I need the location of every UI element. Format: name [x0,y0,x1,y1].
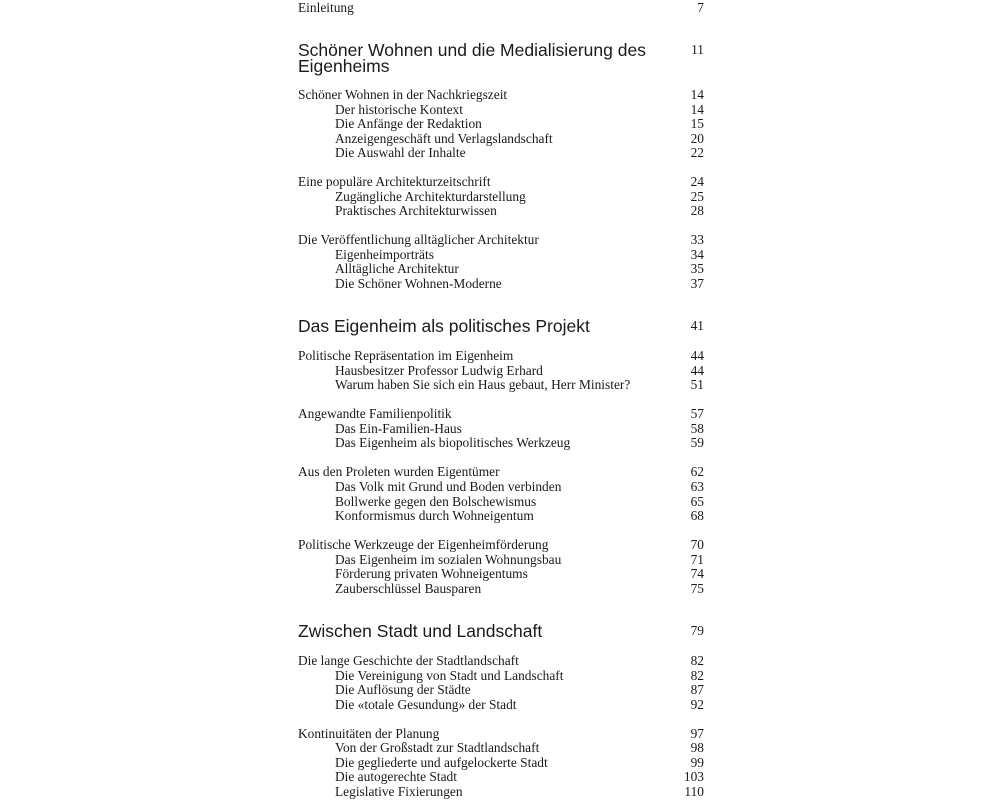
toc-subsection-page: 74 [690,566,704,581]
toc-section [298,653,704,669]
toc-subsection-title: Alltägliche Architektur [335,261,459,276]
toc-subsection [298,740,704,756]
toc-subsection-title: Die Auflösung der Städte [335,682,471,697]
toc-section-title: Die Veröffentlichung alltäglicher Architektur [298,232,539,247]
toc-subsection-title: Die gegliederte und aufgelockerte Stadt [335,755,548,770]
toc-subsection-page: 71 [690,552,704,567]
toc-subsection-title: Das Ein-Familien-Haus [335,421,462,436]
toc-chapter-title: Zwischen Stadt und Landschaft [298,621,543,641]
toc-section-title: Aus den Proleten wurden Eigentümer [298,464,500,479]
toc-chapter-heading [298,42,704,76]
toc-subsection-title: Hausbesitzer Professor Ludwig Erhard [335,363,543,378]
toc-subsection [298,261,704,277]
toc-section-page: 24 [690,174,704,189]
toc-subsection-page: 87 [690,682,704,697]
toc-subsection-page: 58 [690,421,704,436]
toc-subsection-page: 35 [690,261,704,276]
toc-section-title: Politische Werkzeuge der Eigenheimförderung [298,537,549,552]
toc-section [298,348,704,364]
toc-subsection-title: Warum haben Sie sich ein Haus gebaut, Herr Minister? [335,377,631,392]
toc-subsection-page: 110 [684,784,704,799]
toc-subsection-title: Bollwerke gegen den Bolschewismus [335,494,537,509]
toc-subsection [298,377,704,393]
toc-section-page: 57 [690,406,704,421]
toc-section-page: 97 [690,726,704,741]
toc-subsection-title: Zugängliche Architekturdarstellung [335,189,526,204]
toc-subsection-page: 65 [690,494,704,509]
toc-section [298,537,704,553]
toc-subsection-page: 37 [690,276,704,291]
toc-chapter-title: Schöner Wohnen und die Medialisierung des Eigenheims [298,40,646,76]
toc-subsection-title: Die autogerechte Stadt [335,769,457,784]
toc-subsection [298,116,704,132]
toc-subsection [298,581,704,597]
toc-section-title: Eine populäre Architekturzeitschrift [298,174,491,189]
toc-subsection-page: 20 [690,131,704,146]
toc-section [298,406,704,422]
toc-subsection-title: Die Anfänge der Redaktion [335,116,482,131]
toc-subsection-page: 68 [690,508,704,523]
toc-subsection-page: 34 [690,247,704,262]
toc-section-page: 82 [690,653,704,668]
toc-subsection-title: Praktisches Architekturwissen [335,203,497,218]
toc-section-page: 70 [690,537,704,552]
toc-subsection-page: 103 [683,769,704,784]
toc-subsection-title: Der historische Kontext [335,102,463,117]
toc-subsection-title: Das Volk mit Grund und Boden verbinden [335,479,562,494]
toc-section [298,174,704,190]
toc-subsection [298,203,704,219]
toc-subsection-page: 15 [690,116,704,131]
toc-subsection [298,479,704,495]
toc-subsection-title: Anzeigengeschäft und Verlagslandschaft [335,131,553,146]
toc-subsection [298,697,704,713]
toc-subsection [298,435,704,451]
toc-section-page: 33 [690,232,704,247]
toc-chapter-title: Das Eigenheim als politisches Projekt [298,316,590,336]
toc-chapter-page: 41 [690,318,704,333]
toc-subsection-title: Die Vereinigung von Stadt und Landschaft [335,668,564,683]
toc-subsection-title: Die Auswahl der Inhalte [335,145,466,160]
toc-section [298,464,704,480]
toc-subsection-title: Förderung privaten Wohneigentums [335,566,528,581]
toc-section-page: 62 [690,464,704,479]
toc-subsection-page: 63 [690,479,704,494]
toc-subsection-page: 44 [690,363,704,378]
toc-subsection-title: Eigenheimporträts [335,247,434,262]
toc-subsection [298,508,704,524]
toc-section-title: Kontinuitäten der Planung [298,726,440,741]
toc-section-page: 44 [690,348,704,363]
toc-subsection-page: 75 [690,581,704,596]
toc-section-title: Die lange Geschichte der Stadtlandschaft [298,653,519,668]
toc-entry-title: Einleitung [298,0,354,15]
toc-subsection-page: 22 [690,145,704,160]
toc-subsection-page: 99 [690,755,704,770]
toc-chapter-page: 11 [691,42,704,57]
toc-subsection [298,784,704,800]
toc-subsection [298,276,704,292]
toc-section-title: Schöner Wohnen in der Nachkriegszeit [298,87,508,102]
toc-subsection-page: 14 [690,102,704,117]
toc-subsection-page: 59 [690,435,704,450]
toc-subsection-page: 28 [690,203,704,218]
toc-section-title: Politische Repräsentation im Eigenheim [298,348,514,363]
toc-section [298,87,704,103]
toc-entry-introduction [298,0,704,16]
toc-subsection-title: Konformismus durch Wohneigentum [335,508,534,523]
toc-chapter-heading [298,623,704,657]
toc-subsection-title: Legislative Fixierungen [335,784,463,799]
toc-subsection [298,145,704,161]
toc-section-title: Angewandte Familienpolitik [298,406,452,421]
toc-subsection-title: Das Eigenheim im sozialen Wohnungsbau [335,552,562,567]
toc-subsection [298,566,704,582]
toc-entry-page: 7 [697,0,704,15]
toc-subsection [298,682,704,698]
toc-subsection-title: Zauberschlüssel Bausparen [335,581,482,596]
toc-subsection-title: Die Schöner Wohnen-Moderne [335,276,502,291]
toc-section-page: 14 [690,87,704,102]
toc-subsection-page: 51 [690,377,704,392]
toc-subsection-title: Die «totale Gesundung» der Stadt [335,697,517,712]
toc-subsection-page: 25 [690,189,704,204]
toc-subsection [298,769,704,785]
toc-subsection-page: 82 [690,668,704,683]
toc-subsection-title: Von der Großstadt zur Stadtlandschaft [335,740,540,755]
toc-subsection-title: Das Eigenheim als biopolitisches Werkzeug [335,435,571,450]
toc-chapter-page: 79 [690,623,704,638]
toc-section [298,232,704,248]
toc-chapter-heading [298,318,704,352]
toc-subsection-page: 92 [690,697,704,712]
toc-subsection-page: 98 [690,740,704,755]
